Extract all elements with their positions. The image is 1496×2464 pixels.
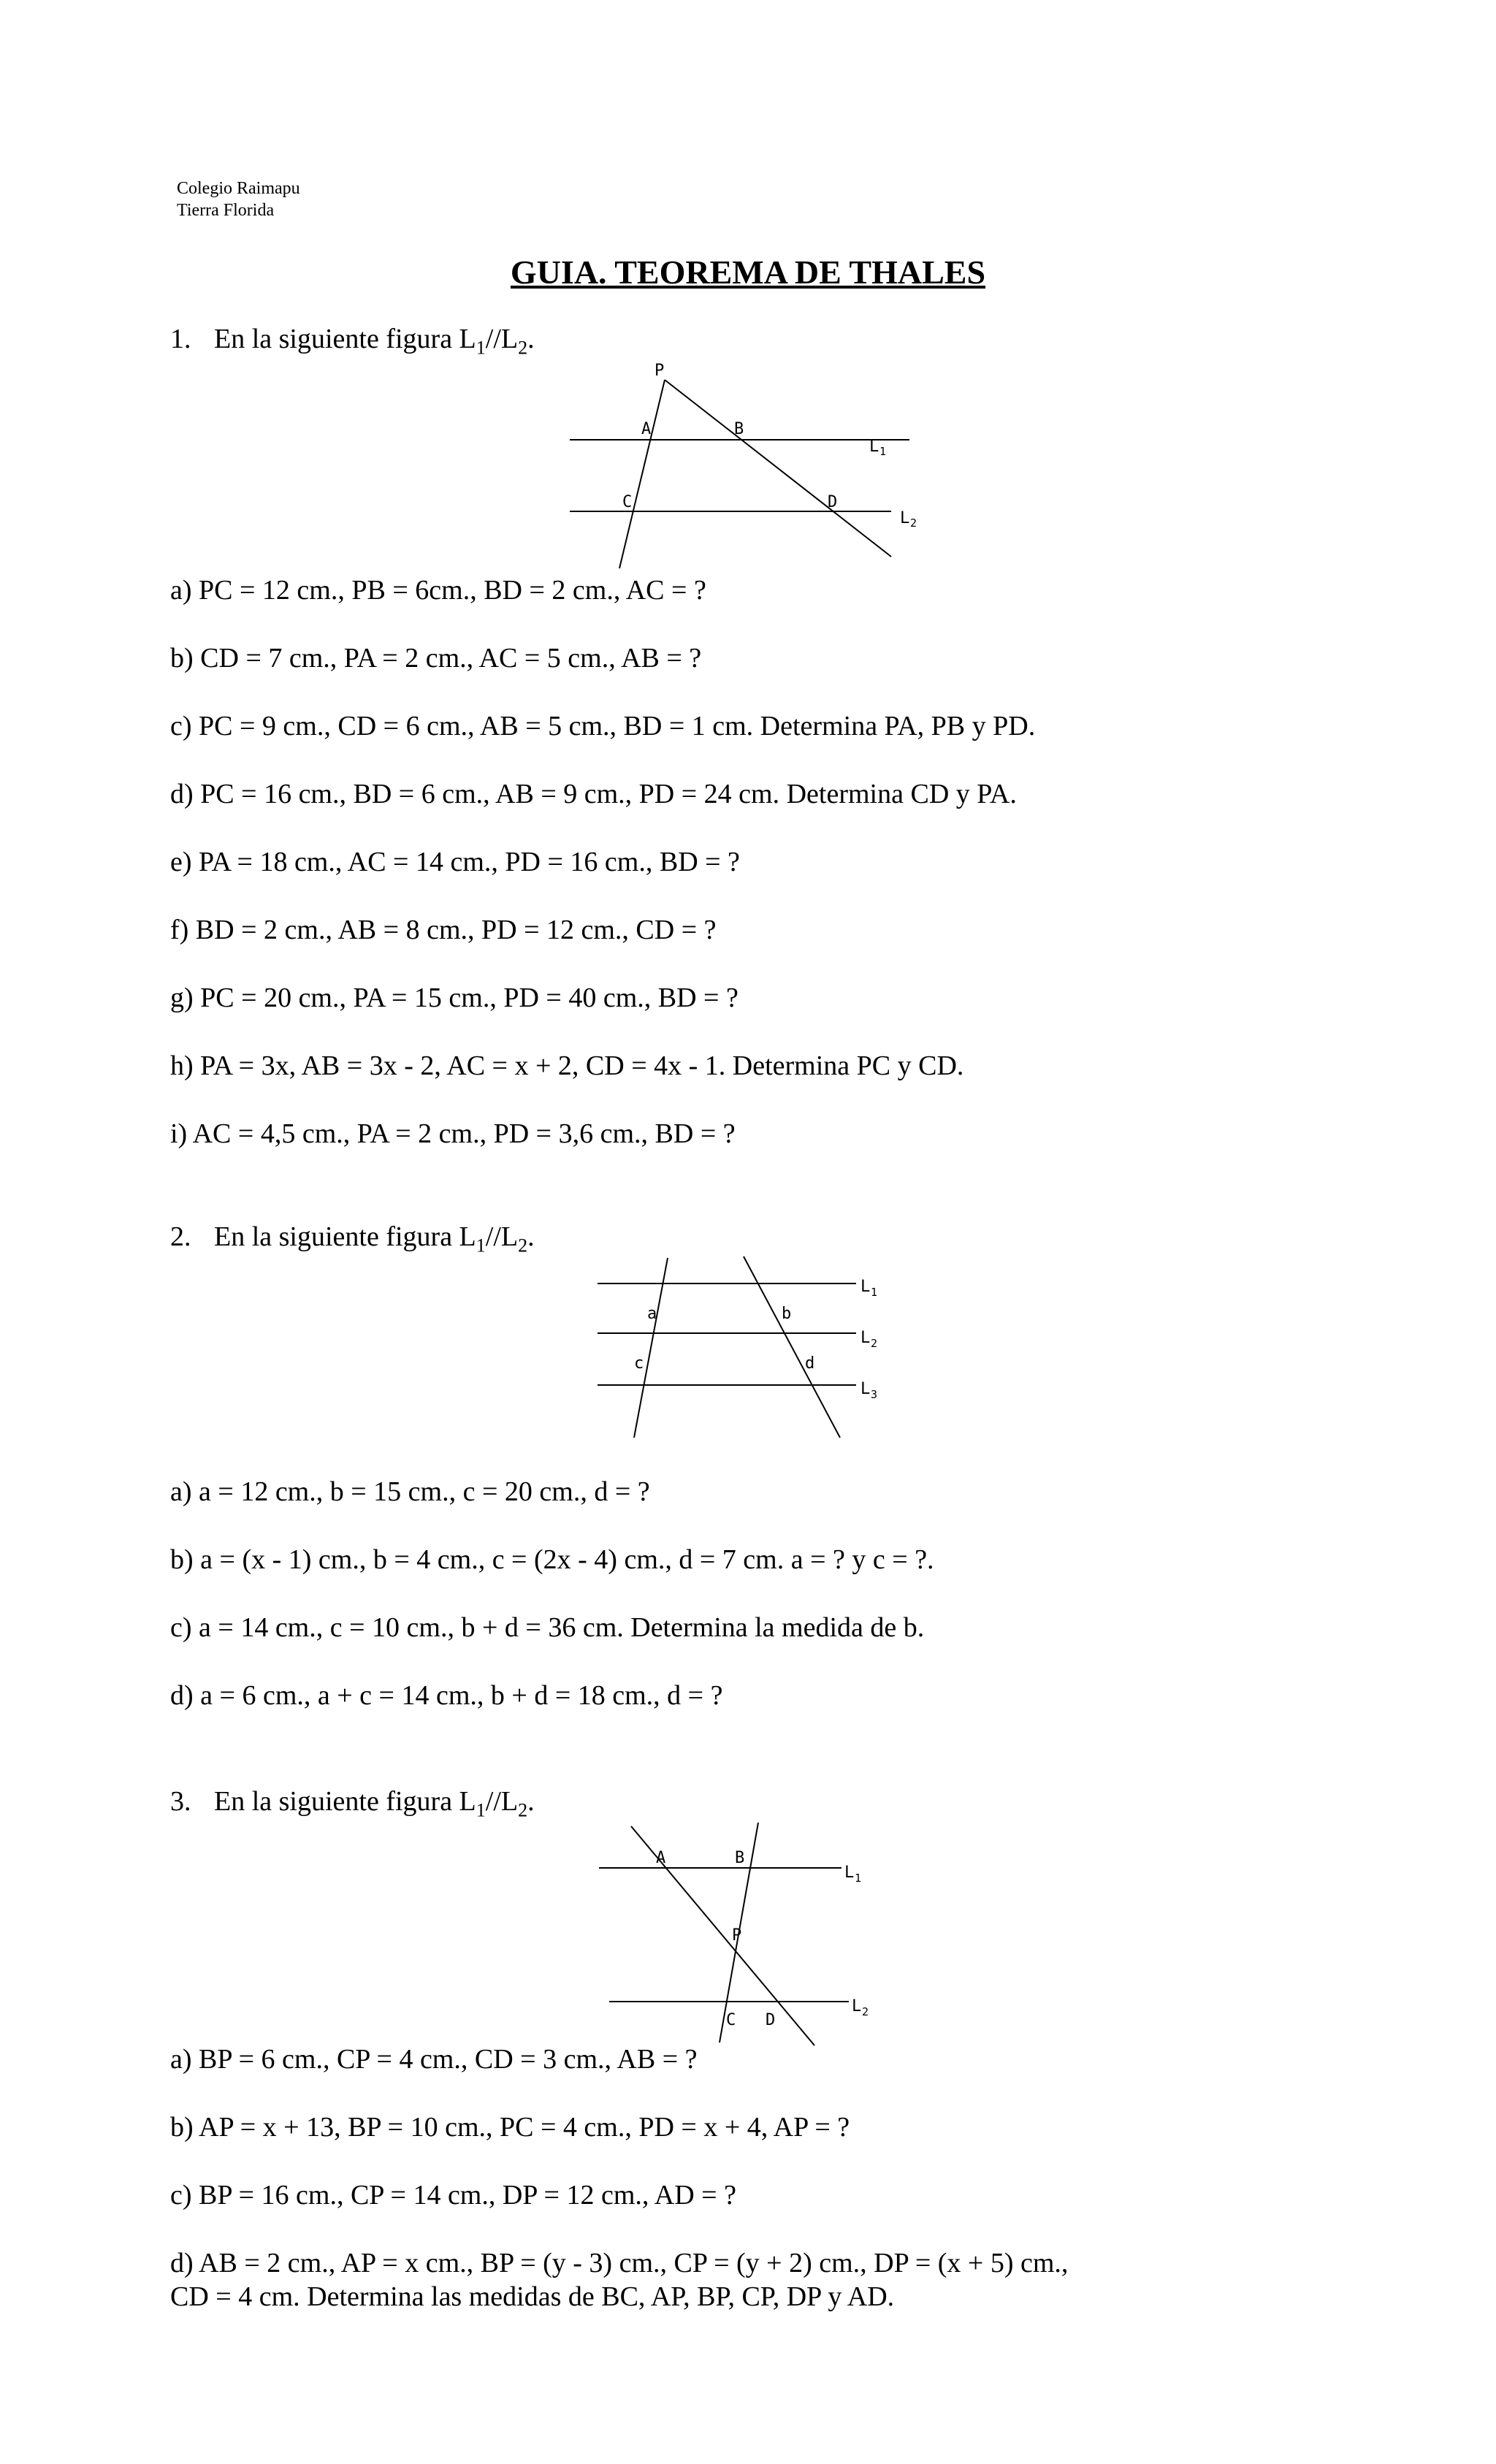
q1-item-g: g) PC = 20 cm., PA = 15 cm., PD = 40 cm., BD = ? [170, 983, 739, 1013]
label-p: P [654, 362, 665, 380]
q3-item-d-line2: CD = 4 cm. Determina las medidas de BC, AP, BP, CP, DP y AD. [170, 2281, 895, 2312]
q1-item-h: h) PA = 3x, AB = 3x - 2, AC = x + 2, CD = 4x - 1. Determina PC y CD. [170, 1050, 964, 1081]
q2-item-a: a) a = 12 cm., b = 15 cm., c = 20 cm., d = ? [170, 1476, 650, 1507]
label-l2: L [852, 1997, 862, 2015]
label-a: A [641, 420, 652, 438]
q2-figure [584, 1249, 920, 1446]
label-l1: L [860, 1278, 871, 1296]
label-b: b [782, 1305, 792, 1323]
q2-item-b: b) a = (x - 1) cm., b = 4 cm., c = (2x - 4) cm., d = 7 cm. a = ? y c = ?. [170, 1544, 934, 1575]
school-location: Tierra Florida [177, 201, 275, 220]
label-d: d [805, 1354, 815, 1373]
label-c: c [634, 1354, 644, 1373]
label-b: B [734, 420, 744, 438]
q2-item-c: c) a = 14 cm., c = 10 cm., b + d = 36 cm. Determina la medida de b. [170, 1612, 925, 1643]
label-l2: L [860, 1329, 871, 1347]
q1-item-f: f) BD = 2 cm., AB = 8 cm., PD = 12 cm., CD = ? [170, 915, 717, 945]
q3-figure [592, 1812, 898, 2060]
q1-item-a: a) PC = 12 cm., PB = 6cm., BD = 2 cm., AC = ? [170, 575, 706, 606]
page-title: GUIA. TEOREMA DE THALES [510, 253, 986, 291]
q3-item-b: b) AP = x + 13, BP = 10 cm., PC = 4 cm., PD = x + 4, AP = ? [170, 2112, 850, 2143]
q1-item-c: c) PC = 9 cm., CD = 6 cm., AB = 5 cm., BD = 1 cm. Determina PA, PB y PD. [170, 711, 1036, 741]
label-p: P [732, 1926, 742, 1945]
q2-prompt: 2. En la siguiente figura $L_1//L_2$. [170, 1221, 535, 1256]
school-name: Colegio Raimapu [177, 179, 300, 198]
label-c: C [726, 2011, 736, 2029]
svg-text:3: 3 [871, 1388, 878, 1401]
label-a: a [647, 1305, 657, 1323]
svg-text:1: 1 [871, 1286, 878, 1299]
q1-item-b: b) CD = 7 cm., PA = 2 cm., AC = 5 cm., AB = ? [170, 643, 702, 674]
transversal-left [634, 1258, 668, 1438]
q3-prompt: 3. En la siguiente figura $L_1//L_2$. [170, 1786, 535, 1821]
transversal-pd [665, 380, 891, 557]
label-l2: L [900, 509, 910, 527]
label-a: A [656, 1849, 666, 1867]
q2-item-d: d) a = 6 cm., a + c = 14 cm., b + d = 18 cm., d = ? [170, 1680, 723, 1711]
label-d: D [828, 493, 838, 511]
q1-item-i: i) AC = 4,5 cm., PA = 2 cm., PD = 3,6 cm., BD = ? [170, 1118, 736, 1149]
label-d: D [766, 2011, 776, 2029]
label-l1: L [844, 1864, 855, 1882]
svg-text:1: 1 [879, 445, 887, 458]
label-b: B [735, 1849, 745, 1867]
q3-item-d-line1: d) AB = 2 cm., AP = x cm., BP = (y - 3) cm., CP = (y + 2) cm., DP = (x + 5) cm., [170, 2248, 1069, 2278]
label-c: C [622, 493, 633, 511]
svg-text:2: 2 [910, 516, 917, 530]
label-l3: L [860, 1380, 871, 1398]
q1-prompt: 1. En la siguiente figura $L_1//L_2$. [170, 324, 535, 359]
q3-item-a: a) BP = 6 cm., CP = 4 cm., CD = 3 cm., AB = ? [170, 2044, 698, 2075]
svg-text:2: 2 [862, 2005, 869, 2018]
svg-text:1: 1 [855, 1872, 862, 1885]
q3-item-c: c) BP = 16 cm., CP = 14 cm., DP = 12 cm., AD = ? [170, 2180, 736, 2211]
transversal-pc [619, 380, 665, 568]
q1-item-d: d) PC = 16 cm., BD = 6 cm., AB = 9 cm., PD = 24 cm. Determina CD y PA. [170, 779, 1017, 809]
q1-item-e: e) PA = 18 cm., AC = 14 cm., PD = 16 cm., BD = ? [170, 847, 740, 877]
svg-text:2: 2 [871, 1337, 878, 1350]
q1-figure [562, 358, 917, 577]
label-l1: L [869, 438, 879, 456]
